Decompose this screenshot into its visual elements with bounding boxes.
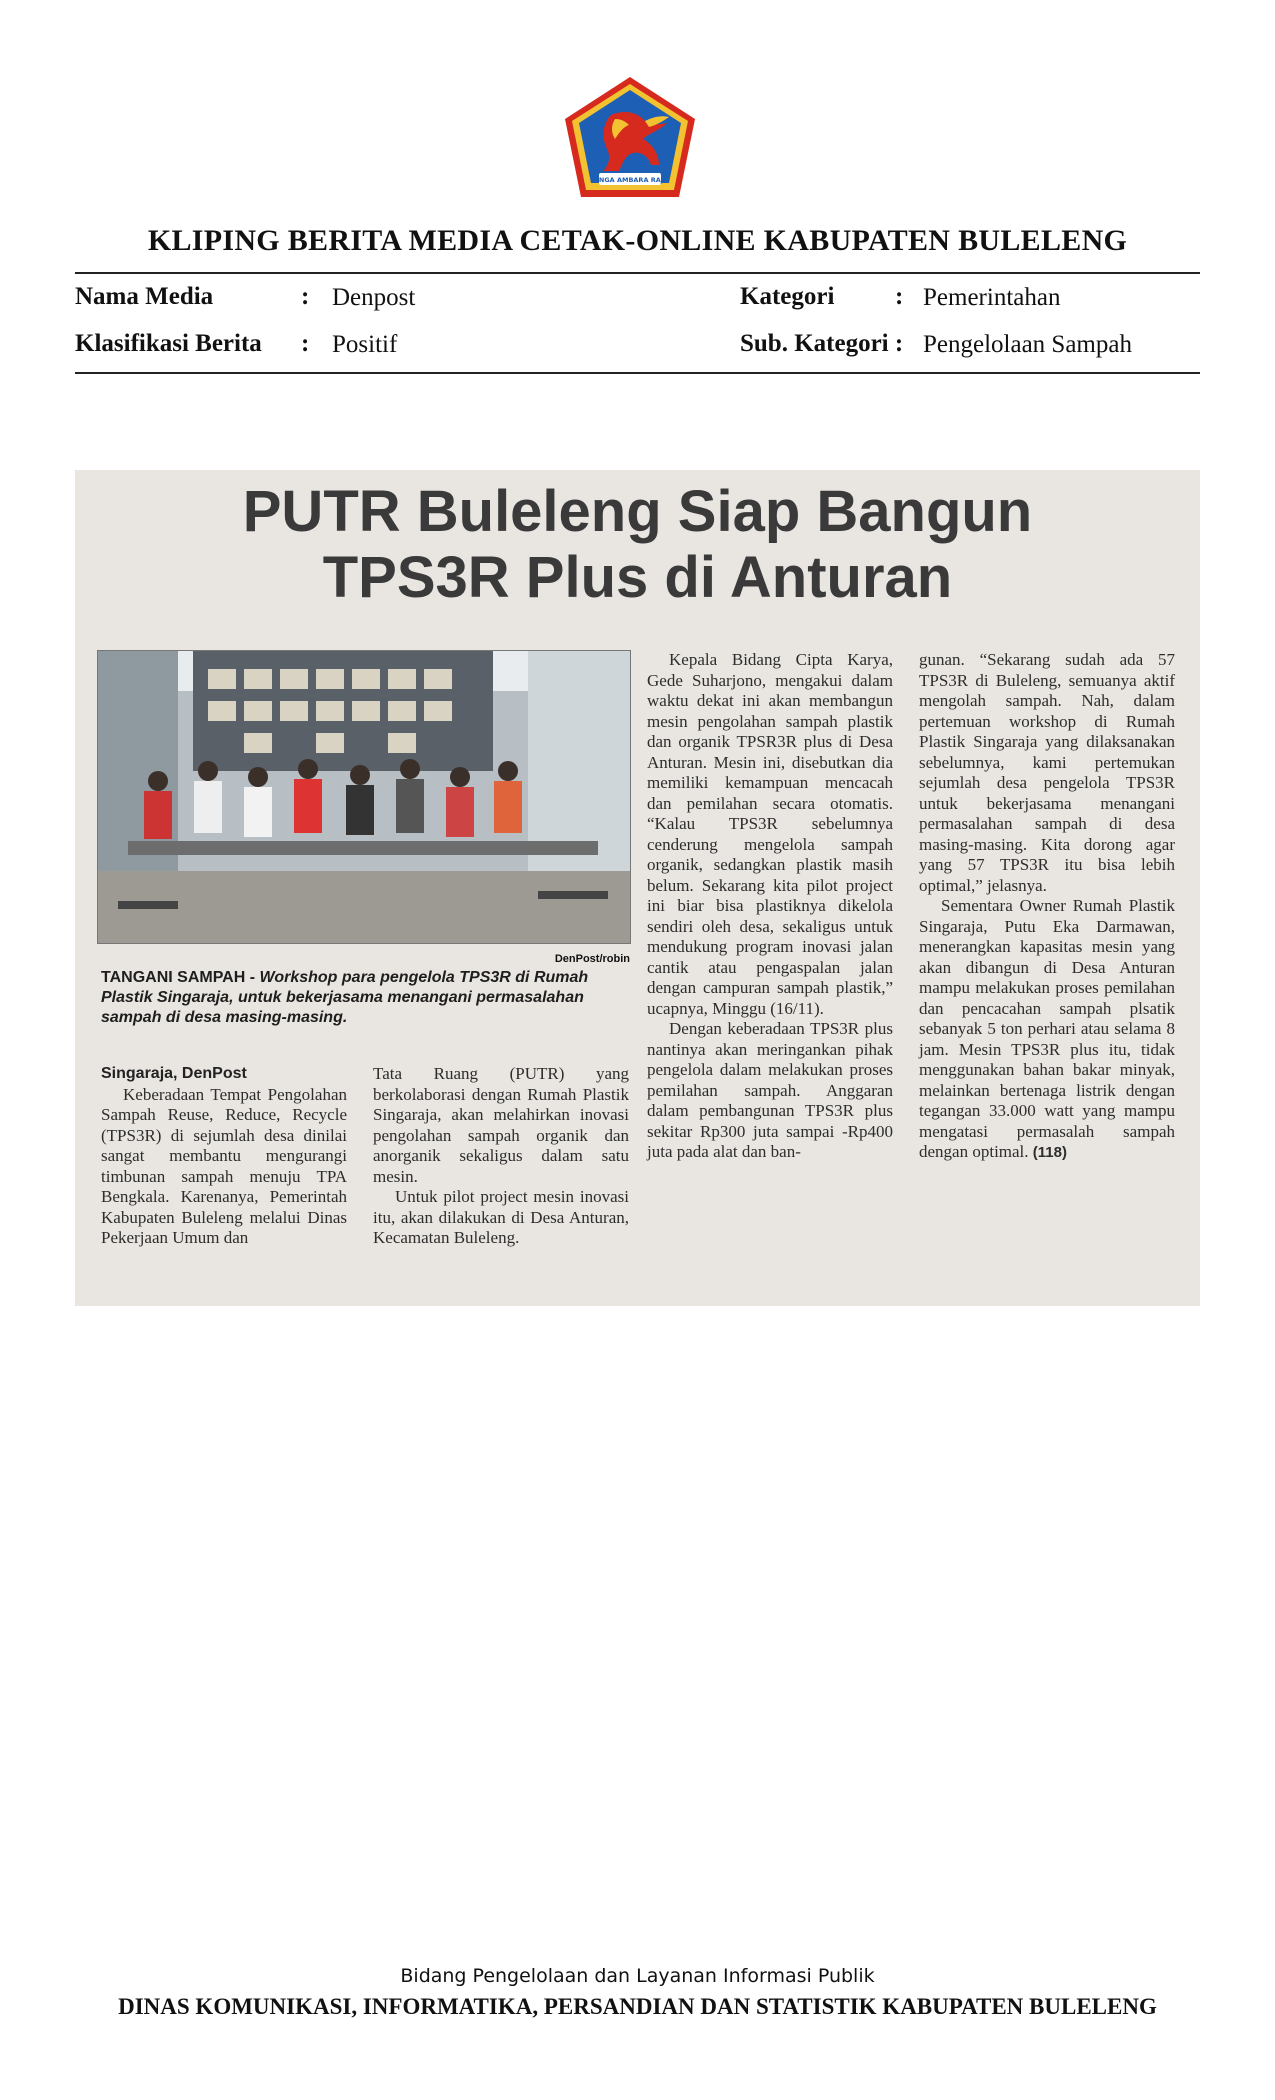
document-title: KLIPING BERITA MEDIA CETAK-ONLINE KABUPATEN BULELENG — [147, 224, 1128, 257]
article-column-2 — [373, 1064, 629, 1249]
caption-body: Workshop para pengelola TPS3R di Rumah Plastik Singaraja, untuk bekerjasama menangani permasalahan sampah di desa masing-masing. — [101, 969, 589, 1026]
article-column-4 — [919, 650, 1175, 1164]
article-col4-paragraph-2 — [919, 896, 1175, 1164]
article-col3-paragraph-2: Dengan keberadaan TPS3R plus nantinya akan meringankan pihak pengelola dalam melakukan proses pemilahan sampah. Anggaran dalam pembangunan TPS3R plus sekitar Rp300 juta sampai -Rp400 juta pada alat dan ban- — [647, 1019, 893, 1161]
divider-top — [75, 272, 1200, 274]
regency-logo — [563, 75, 697, 199]
classification-label: Klasifikasi Berita — [75, 330, 262, 357]
clipping-headline-line1: PUTR Buleleng Siap Bangun — [242, 479, 1033, 544]
logo-caption: SINGA AMBARA RAJA — [591, 176, 669, 184]
photo-caption — [101, 968, 631, 1028]
workshop-photo-image — [98, 651, 630, 943]
classification-value: Positif — [332, 331, 398, 358]
article-col4-paragraph-1: gunan. “Sekarang sudah ada 57 TPS3R di Buleleng, semuanya aktif mengolah sampah. Nah, dalam pertemuan workshop di Rumah Plastik Singaraja yang dilaksanakan sebelumnya, kami pertemukan sejumlah desa pengelola TPS3R untuk bekerjasama menangani permasalahan sampah di desa masing-masing. Kita dorong agar yang 57 TPS3R itu bisa lebih optimal,” jelasnya. — [919, 650, 1175, 895]
category-value: Pemerintahan — [923, 284, 1061, 311]
article-col4-text: Sementara Owner Rumah Plastik Singaraja, Putu Eka Darmawan, menerangkan kapasitas mesin yang akan dibangun di Desa Anturan mampu melakukan proses pemilahan dan pencacahan sampah plsatik sebanyak 5 ton perhari atau selama 8 jam. Mesin TPS3R plus itu, tidak menggunakan bahan bakar minyak, melainkan bertenaga listrik dengan tegangan 33.000 watt yang mampu mengatasi permasalah sampah dengan optimal. — [919, 896, 1175, 1161]
article-col2-paragraph-2: Untuk pilot project mesin inovasi itu, akan dilakukan di Desa Anturan, Kecamatan Buleleng. — [373, 1187, 629, 1247]
article-col2-paragraph-1: Tata Ruang (PUTR) yang berkolaborasi dengan Rumah Plastik Singaraja, akan melahirkan inovasi pengolahan sampah organik dan anorganik sekaligus dalam satu mesin. — [373, 1064, 629, 1186]
media-value: Denpost — [332, 284, 416, 311]
article-col3-paragraph-1: Kepala Bidang Cipta Karya, Gede Suharjono, mengakui dalam waktu dekat ini akan membangun mesin pengolahan sampah plastik dan organik TPSR3R plus di Desa Anturan. Mesin ini, disebutkan dia memiliki kemampuan mencacah dan pemilahan secara otomatis. “Kalau TPS3R sebelumnya cenderung mengelola sampah organik, sedangkan plastik masih belum. Sekarang kita pilot project ini biar bisa plastiknya dikelola sendiri oleh desa, sekaligus untuk mendukung program inovasi jalan cantik atau pengaspalan jalan dengan campuran sampah plastik,” ucapnya, Minggu (16/11). — [647, 650, 893, 1018]
article-dateline: Singaraja, DenPost — [101, 1065, 247, 1082]
article-col1-paragraph: Keberadaan Tempat Pengolahan Sampah Reuse, Reduce, Recycle (TPS3R) di sejumlah desa dinilai sangat membantu mengurangi timbunan sampah menuju TPA Bengkala. Karenanya, Pemerintah Kabupaten Buleleng melalui Dinas Pekerjaan Umum dan — [101, 1084, 347, 1247]
footer-unit: Bidang Pengelolaan dan Layanan Informasi Publik — [400, 1965, 875, 1987]
subcategory-value: Pengelolaan Sampah — [923, 331, 1132, 358]
footer-agency: DINAS KOMUNIKASI, INFORMATIKA, PERSANDIAN DAN STATISTIK KABUPATEN BULELENG — [118, 1994, 1157, 2019]
clipping-headline-line2: TPS3R Plus di Anturan — [322, 545, 953, 610]
singa-ambara-raja-emblem-icon — [563, 75, 697, 199]
divider-bottom — [75, 372, 1200, 374]
media-colon: : — [301, 283, 310, 310]
caption-lead: TANGANI SAMPAH - — [101, 969, 260, 986]
article-column-3 — [647, 650, 893, 1163]
category-label: Kategori — [740, 283, 835, 310]
workshop-photo — [97, 650, 631, 944]
newspaper-clipping — [75, 470, 1200, 1306]
article-column-1 — [101, 1064, 347, 1249]
subcategory-label: Sub. Kategori : — [740, 330, 904, 357]
photo-credit: DenPost/robin — [554, 953, 630, 965]
classification-colon: : — [301, 330, 310, 357]
media-label: Nama Media — [75, 283, 214, 310]
reporter-code: (118) — [1032, 1144, 1067, 1161]
category-colon: : — [895, 283, 904, 310]
